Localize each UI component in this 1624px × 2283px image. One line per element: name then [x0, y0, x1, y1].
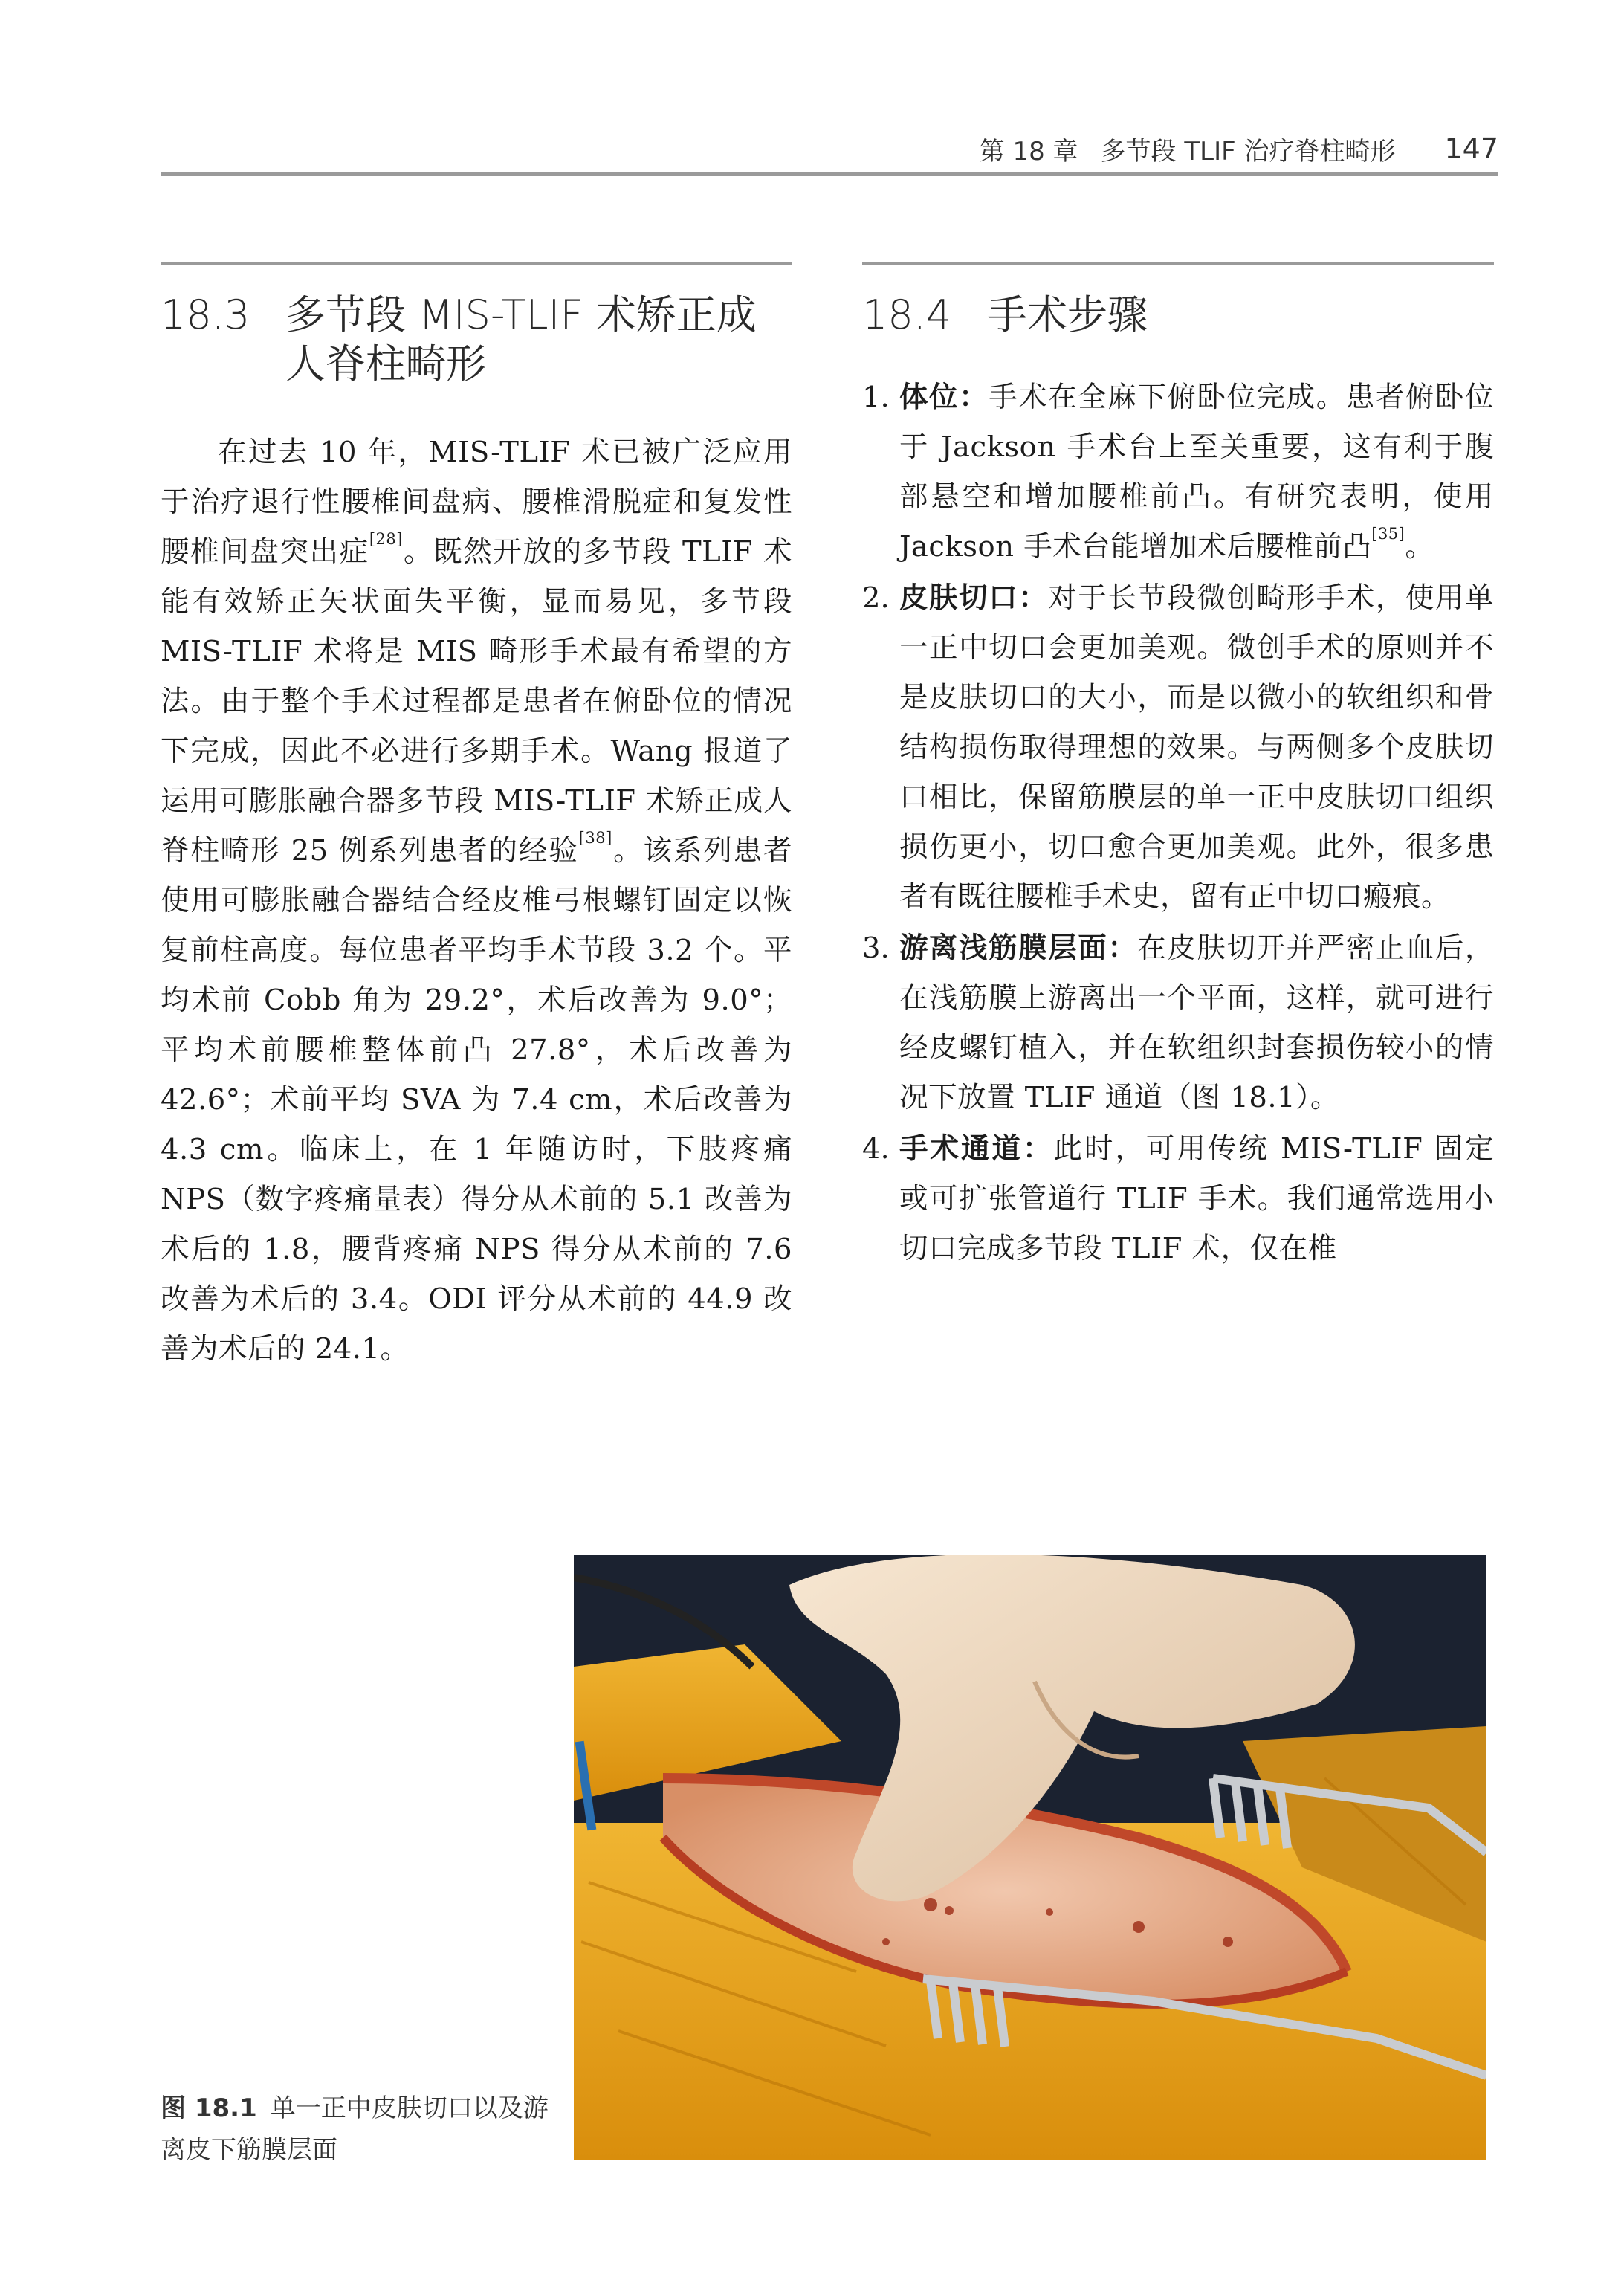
- section-title: 多节段 MIS-TLIF 术矫正成人脊柱畸形: [285, 291, 757, 387]
- step-label: 皮肤切口：: [899, 581, 1049, 615]
- step-number: 3.: [862, 931, 890, 965]
- section-number: 18.3: [161, 291, 250, 338]
- paragraph-text: 。该系列患者使用可膨胀融合器结合经皮椎弓根螺钉固定以恢复前柱高度。每位患者平均手术节段 3.2 个。平均术前 Cobb 角为 29.2°，术后改善为 9.0°；平均术前腰椎整体前凸 27.8°，术后改善为 42.6°；术前平均 SVA 为 7.4 cm，术后改善为 4.3 cm。临床上，在 1 年随访时，下肢疼痛 NPS（数字疼痛量表）得分从术前的 5.1 改善为术后的 1.8，腰背疼痛 NPS 得分从术前的 7.6 改善为术后的 3.4。ODI 评分从术前的 44.9 改善为术后的 24.1。: [161, 834, 792, 1366]
- citation: [38]: [578, 829, 612, 847]
- citation: [35]: [1371, 525, 1405, 543]
- step-number: 2.: [862, 581, 890, 615]
- section-paragraph: [161, 427, 792, 1374]
- figure-caption: [161, 2087, 562, 2171]
- step-text: [899, 1124, 1494, 1273]
- list-item: [862, 1124, 1494, 1273]
- list-item: [862, 573, 1494, 922]
- step-text: [899, 573, 1494, 922]
- step-number: 4.: [862, 1132, 890, 1166]
- step-text: [899, 372, 1494, 572]
- list-item: [862, 923, 1494, 1123]
- figure-label: 图 18.1: [161, 2093, 257, 2123]
- running-header: [161, 126, 1498, 171]
- paragraph-text: 。既然开放的多节段 TLIF 术能有效矫正矢状面失平衡，显而易见，多节段 MIS-TLIF 术将是 MIS 畸形手术最有希望的方法。由于整个手术过程都是患者在俯卧位的情况下完成，因此不必进行多期手术。Wang 报道了运用可膨胀融合器多节段 MIS-TLIF 术矫正成人脊柱畸形 25 例系列患者的经验: [161, 535, 792, 868]
- figure-caption-text: 单一正中皮肤切口以及游离皮下筋膜层面: [161, 2093, 549, 2165]
- step-body: 在皮肤切开并严密止血后，在浅筋膜上游离出一个平面，这样，就可进行经皮螺钉植入，并在软组织封套损伤较小的情况下放置 TLIF 通道（图 18.1）。: [899, 931, 1494, 1114]
- step-tail: 。: [1405, 530, 1434, 564]
- section-heading-18-3: [161, 291, 792, 389]
- surgical-photo: [574, 1555, 1486, 2160]
- list-item: [862, 372, 1494, 572]
- procedure-steps-list: [862, 372, 1494, 1273]
- step-label: 体位：: [899, 381, 989, 414]
- step-label: 手术通道：: [899, 1132, 1054, 1166]
- step-body: 对于长节段微创畸形手术，使用单一正中切口会更加美观。微创手术的原则并不是皮肤切口的大小，而是以微小的软组织和骨结构损伤取得理想的效果。与两侧多个皮肤切口相比，保留筋膜层的单一正中皮肤切口组织损伤更小，切口愈合更加美观。此外，很多患者有既往腰椎手术史，留有正中切口瘢痕。: [899, 581, 1494, 914]
- section-divider: [161, 262, 792, 265]
- paragraph-text: 在过去 10 年，MIS-TLIF 术已被广泛应用于治疗退行性腰椎间盘病、腰椎滑脱症和复发性腰椎间盘突出症: [161, 436, 792, 569]
- citation: [28]: [369, 530, 403, 548]
- right-column: [862, 262, 1494, 1275]
- running-header-title: 多节段 TLIF 治疗脊柱畸形: [1100, 136, 1396, 167]
- section-number: 18.4: [862, 291, 952, 338]
- section-divider: [862, 262, 1494, 265]
- surgical-photo-illustration: [574, 1555, 1486, 2160]
- section-heading-18-4: [862, 291, 1494, 340]
- step-label: 游离浅筋膜层面：: [899, 931, 1138, 965]
- left-column: [161, 262, 792, 1374]
- step-body: 此时，可用传统 MIS-TLIF 固定或可扩张管道行 TLIF 手术。我们通常选用小切口完成多节段 TLIF 术，仅在椎: [899, 1132, 1494, 1265]
- running-header-chapter: 第 18 章: [979, 136, 1078, 167]
- step-number: 1.: [862, 381, 890, 414]
- section-title: 手术步骤: [987, 291, 1148, 338]
- step-text: [899, 923, 1494, 1123]
- header-divider: [161, 172, 1498, 176]
- step-body: 手术在全麻下俯卧位完成。患者俯卧位于 Jackson 手术台上至关重要，这有利于腹部悬空和增加腰椎前凸。有研究表明，使用 Jackson 手术台能增加术后腰椎前凸: [899, 381, 1494, 564]
- page-number: 147: [1444, 132, 1498, 165]
